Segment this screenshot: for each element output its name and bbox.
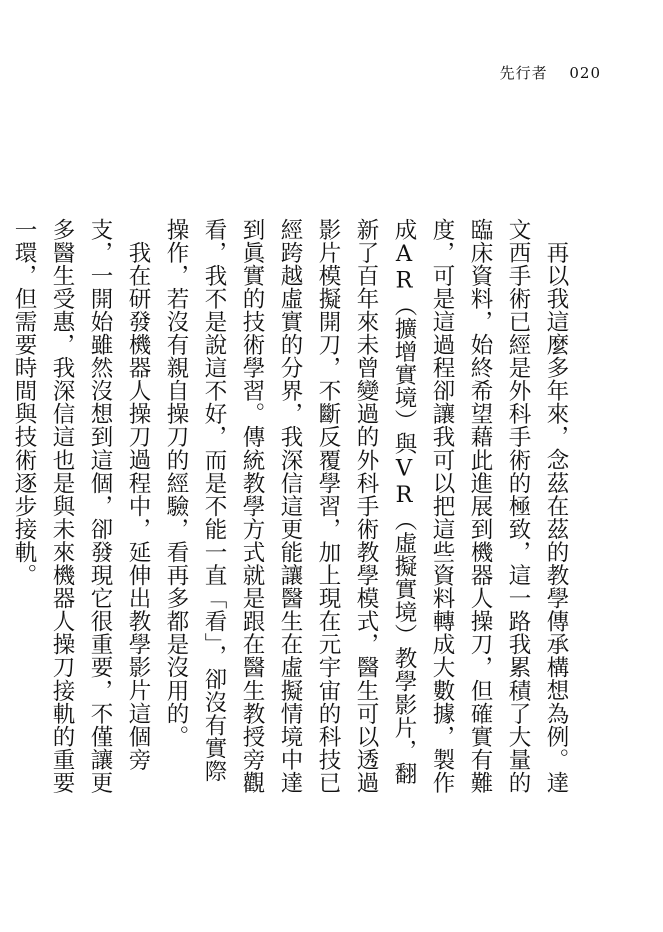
paragraph-3: [0, 218, 5, 798]
running-header-title: 先行者: [499, 64, 548, 82]
page-number: 020: [569, 64, 601, 82]
paragraph-1: 再以我這麼多年來，念茲在茲的教學傳承構想為例。達文西手術已經是外科手術的極致，這一路我累積了大量的臨床資料，始終希望藉此進展到機器人操刀，但確實有難度，可是這過程卻讓我可以把這些資料轉成大數據，製作成AR（擴增實境）與VR（虛擬實境）教學影片，翻新了百年來未曾變過的外科手術教學模式，醫生可以透過影片模擬開刀，不斷反覆學習，加上現在元宇宙的科技已經跨越虛實的分界，我深信這更能讓醫生在虛擬情境中達到眞實的技術學習。傳統教學方式就是跟在醫生教授旁觀看，我不是說這不好，而是不能一直「看」，卻沒有實際操作，若沒有親自操刀的經驗，看再多都是沒用的。: [163, 218, 569, 795]
body-text: [0, 218, 575, 798]
paragraph-2: 我在研發機器人操刀過程中，延伸出教學影片這個旁支，一開始雖然沒想到這個，卻發現它很重要，不僅讓更多醫生受惠，我深信這也是與未來機器人操刀接軌的重要一環，但需要時間與技術逐步接軌。: [11, 218, 151, 795]
running-header: [500, 62, 601, 83]
